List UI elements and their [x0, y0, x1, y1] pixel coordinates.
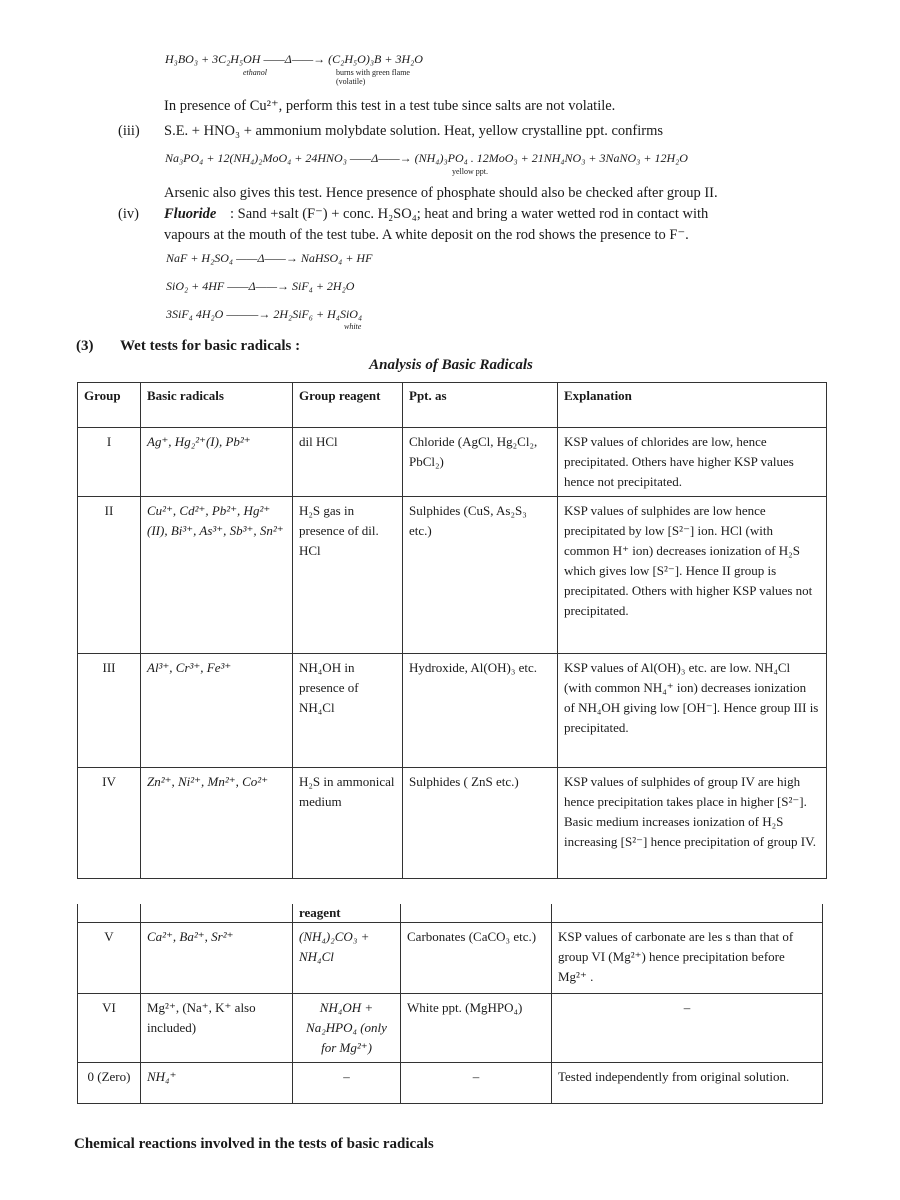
cell-group: V — [78, 923, 141, 994]
cell-reagent: NH₄OH in presence of NH₄Cl — [293, 654, 403, 768]
cell-radicals: Zn²⁺, Ni²⁺, Mn²⁺, Co²⁺ — [141, 768, 293, 879]
arsenic-note: Arsenic also gives this test. Hence presence of phosphate should also be checked after group II. — [164, 185, 718, 201]
table-row — [78, 428, 827, 497]
item-iv-text-1: : Sand +salt (F⁻) + conc. H₂SO₄; heat and bring a water wetted rod in contact with — [230, 206, 709, 222]
equation-boric-ester: H₃BO₃ + 3C₂H₅OH ——Δ——→ (C₂H₅O)₃B + 3H₂O — [165, 52, 423, 66]
cell-group: IV — [78, 768, 141, 879]
cell-reagent: – — [293, 1063, 401, 1104]
continued-cell — [552, 904, 823, 923]
copper-note: In presence of Cu²⁺, perform this test in a test tube since salts are not volatile. — [164, 98, 616, 114]
cell-explanation: KSP values of sulphides of group IV are high hence precipitation takes place in higher [S²⁻]. Basic medium increases ionization of H₂S increasing [S²⁻] hence precipitation of group IV. — [558, 768, 827, 879]
table-header-row — [78, 383, 827, 428]
header-explanation: Explanation — [558, 383, 827, 428]
cell-radicals: Ca²⁺, Ba²⁺, Sr²⁺ — [141, 923, 293, 994]
continued-reagent-label: reagent — [293, 904, 401, 923]
table-row — [78, 1063, 823, 1104]
item-iv-label: (iv) — [118, 206, 139, 222]
cell-group: VI — [78, 994, 141, 1063]
cell-explanation: KSP values of sulphides are low hence precipitated by low [S²⁻] ion. HCl (with common H⁺ ion) decreases ionization of H₂S which gives low [S²⁻]. Hence II group is precipitated. Others with higher KSP values not precipitated. — [558, 497, 827, 654]
cell-explanation: KSP values of chlorides are low, hence precipitated. Others have higher KSP values hence not precipitated. — [558, 428, 827, 497]
basic-radicals-table-continued — [77, 904, 823, 1104]
equation-note-flame: burns with green flame — [336, 68, 410, 77]
cell-radicals: Cu²⁺, Cd²⁺, Pb²⁺, Hg²⁺ (II), Bi³⁺, As³⁺, Sb³⁺, Sn²⁺ — [141, 497, 293, 654]
equation-note-yellow: yellow ppt. — [452, 167, 488, 176]
cell-ppt: White ppt. (MgHPO₄) — [401, 994, 552, 1063]
equation-naf: NaF + H₂SO₄ ——Δ——→ NaHSO₄ + HF — [166, 251, 373, 265]
cell-ppt: Hydroxide, Al(OH)₃ etc. — [403, 654, 558, 768]
cell-reagent: (NH₄)₂CO₃ + NH₄Cl — [293, 923, 401, 994]
cell-ppt: Carbonates (CaCO₃ etc.) — [401, 923, 552, 994]
cell-reagent: H₂S gas in presence of dil. HCl — [293, 497, 403, 654]
cell-explanation: – — [552, 994, 823, 1063]
table-title: Analysis of Basic Radicals — [369, 357, 533, 373]
continued-cell — [78, 904, 141, 923]
cell-radicals: Ag⁺, Hg₂²⁺(I), Pb²⁺ — [141, 428, 293, 497]
header-group: Group — [78, 383, 141, 428]
cell-ppt: – — [401, 1063, 552, 1104]
header-ppt: Ppt. as — [403, 383, 558, 428]
cell-explanation: KSP values of Al(OH)₃ etc. are low. NH₄Cl (with common NH₄⁺ ion) decreases ionization of NH₄OH giving low [OH⁻]. Hence group III is precipitated. — [558, 654, 827, 768]
item-iv-title: Fluoride — [164, 206, 217, 222]
cell-explanation: KSP values of carbonate are les s than that of group VI (Mg²⁺) hence precipitation before Mg²⁺ . — [552, 923, 823, 994]
cell-group: 0 (Zero) — [78, 1063, 141, 1104]
header-reagent: Group reagent — [293, 383, 403, 428]
footer-heading: Chemical reactions involved in the tests of basic radicals — [74, 1136, 434, 1152]
header-radicals: Basic radicals — [141, 383, 293, 428]
cell-ppt: Chloride (AgCl, Hg₂Cl₂, PbCl₂) — [403, 428, 558, 497]
cell-reagent: NH₄OH + Na₂HPO₄ (only for Mg²⁺) — [293, 994, 401, 1063]
item-iii-text: S.E. + HNO₃ + ammonium molybdate solution. Heat, yellow crystalline ppt. confirms — [164, 123, 664, 139]
equation-note-ethanol: ethanol — [243, 68, 267, 77]
table-row — [78, 768, 827, 879]
continued-cell — [141, 904, 293, 923]
section-number: (3) — [76, 338, 94, 354]
cell-radicals: Al³⁺, Cr³⁺, Fe³⁺ — [141, 654, 293, 768]
continued-header-row — [78, 904, 823, 923]
table-row — [78, 497, 827, 654]
table-row — [78, 923, 823, 994]
cell-ppt: Sulphides (CuS, As₂S₃ etc.) — [403, 497, 558, 654]
cell-radicals: Mg²⁺, (Na⁺, K⁺ also included) — [141, 994, 293, 1063]
item-iii-label: (iii) — [118, 123, 140, 139]
cell-reagent: H₂S in ammonical medium — [293, 768, 403, 879]
basic-radicals-table — [77, 382, 827, 879]
continued-cell — [401, 904, 552, 923]
table-row — [78, 994, 823, 1063]
equation-phosphomolybdate: Na₃PO₄ + 12(NH₄)₂MoO₄ + 24HNO₃ ——Δ——→ (NH₄)₃PO₄ . 12MoO₃ + 21NH₄NO₃ + 3NaNO₃ + 12H₂O — [165, 151, 688, 165]
cell-explanation: Tested independently from original solution. — [552, 1063, 823, 1104]
cell-radicals: NH₄⁺ — [141, 1063, 293, 1104]
cell-group: III — [78, 654, 141, 768]
equation-sif4: 3SiF₄ 4H₂O ———→ 2H₂SiF₆ + H₄SiO₄ — [166, 307, 363, 321]
cell-ppt: Sulphides ( ZnS etc.) — [403, 768, 558, 879]
equation-sio2: SiO₂ + 4HF ——Δ——→ SiF₄ + 2H₂O — [166, 279, 355, 293]
section-title: Wet tests for basic radicals : — [120, 338, 301, 354]
cell-group: I — [78, 428, 141, 497]
cell-group: II — [78, 497, 141, 654]
cell-reagent: dil HCl — [293, 428, 403, 497]
equation-note-volatile: (volatile) — [336, 77, 366, 86]
table-row — [78, 654, 827, 768]
item-iv-text-2: vapours at the mouth of the test tube. A white deposit on the rod shows the presence to F⁻. — [164, 227, 689, 243]
equation-note-white: white — [344, 322, 362, 331]
